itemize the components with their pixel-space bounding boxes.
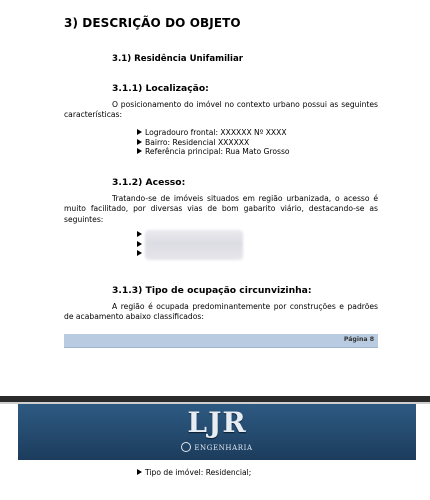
list-item: Bairro: Residencial XXXXXX [137,138,290,148]
localizacao-title: 3.1.1) Localização: [112,83,209,94]
acesso-list [137,230,145,259]
acesso-paragraph: Tratando-se de imóveis situados em região urbanizada, o acesso é muito facilitado, por diversas vias de bom gabarito viário, destacando-se as seguintes: [64,194,378,224]
triangle-bullet-icon [137,250,142,256]
company-subtitle: ENGENHARIA [18,442,416,452]
localizacao-list [137,128,290,157]
next-page-item: Tipo de imóvel: Residencial; [137,468,251,477]
localizacao-paragraph: O posicionamento do imóvel no contexto urbano possui as seguintes características: [64,100,378,120]
subsection-title: 3.1) Residência Unifamiliar [112,54,243,64]
list-item [137,240,145,250]
company-header [18,404,416,460]
list-item: Logradouro frontal: XXXXXX Nº XXXX [137,128,290,138]
triangle-bullet-icon [137,129,142,135]
page-footer-bar [64,334,378,348]
ocupacao-paragraph: A região é ocupada predominantemente por construções e padrões de acabamento abaixo classificados: [64,302,378,322]
triangle-bullet-icon [137,139,142,145]
company-logo: LJR [187,406,247,439]
acesso-title: 3.1.2) Acesso: [112,177,186,188]
ocupacao-title: 3.1.3) Tipo de ocupação circunvizinha: [112,285,312,296]
page-gap [0,348,430,396]
section-heading: 3) DESCRIÇÃO DO OBJETO [64,16,241,30]
page-number: Página 8 [343,336,374,343]
triangle-bullet-icon [137,148,142,154]
list-item: Referência principal: Rua Mato Grosso [137,147,290,157]
gear-icon [181,442,191,452]
list-item [137,230,145,240]
triangle-bullet-icon [137,469,142,475]
redacted-blur [145,230,243,260]
triangle-bullet-icon [137,241,142,247]
triangle-bullet-icon [137,231,142,237]
list-item [137,249,145,259]
